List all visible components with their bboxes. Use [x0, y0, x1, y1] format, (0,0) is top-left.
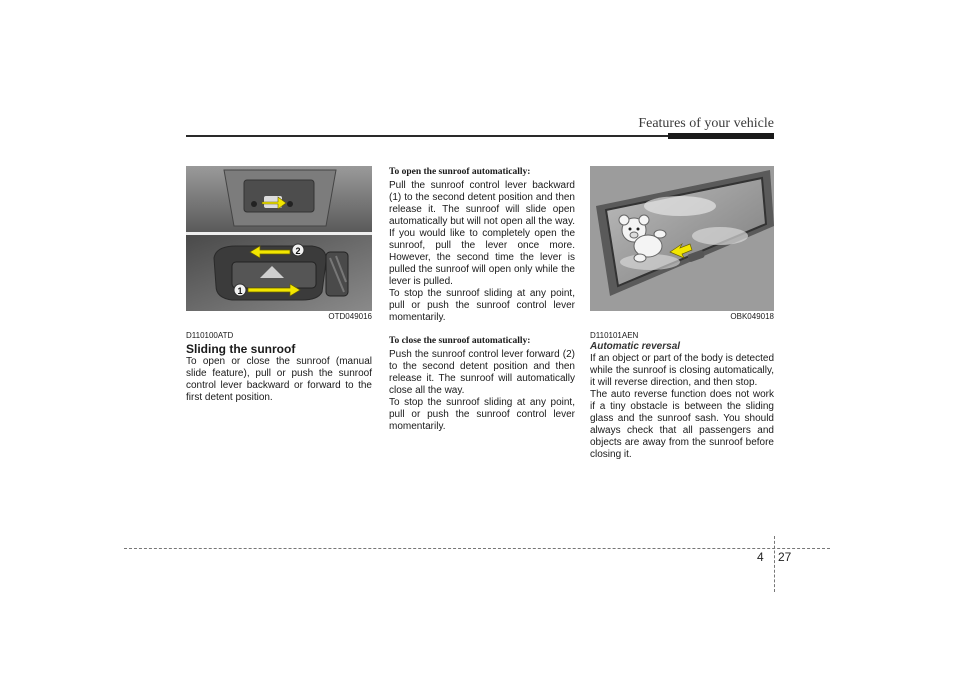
callout-1: 1: [237, 286, 243, 296]
body-text: To open or close the sunroof (manual slide feature), pull or push the sunroof control lever backward or forward to the first detent position.: [186, 356, 372, 403]
header-accent-bar: [668, 133, 774, 139]
chapter-number: 4: [757, 550, 764, 564]
close-heading: To close the sunroof automatically:: [389, 336, 531, 346]
close-paragraph-1: Push the sunroof control lever forward (2) to the second detent position and then release it. The sunroof will automatically close all the way.: [389, 349, 575, 396]
doc-code: D110100ATD: [186, 331, 234, 340]
section-title: Sliding the sunroof: [186, 342, 296, 356]
body-paragraph-1: If an object or part of the body is detected while the sunroof is closing automatically, it will reverse direction, and then stop.: [590, 353, 775, 388]
column-auto-operation: [389, 166, 575, 433]
figure-code: OBK049018: [730, 312, 774, 321]
doc-code: D110101AEN: [590, 331, 639, 340]
figure-sunroof-lever: [186, 166, 372, 311]
column-automatic-reversal: [590, 166, 774, 461]
footer-vertical-rule: [774, 536, 775, 592]
page-number: 27: [778, 550, 792, 564]
sunroof-lever-illustration: [186, 166, 372, 311]
callout-2: 2: [295, 246, 301, 256]
sunroof-reversal-illustration: [590, 166, 774, 311]
figure-sunroof-reversal: [590, 166, 774, 311]
close-paragraph-2: To stop the sunroof sliding at any point, pull or push the sunroof control lever momentarily.: [389, 397, 575, 432]
figure-code: OTD049016: [328, 312, 372, 321]
open-paragraph-1: Pull the sunroof control lever backward (1) to the second detent position and then release it. The sunroof will slide open automatically but will not open all the way. If you would like to completely open the sunroof, pull the lever once more. However, the second time the lever is pulled the sunroof will open only while the lever is pulled.: [389, 180, 575, 287]
column-sliding-sunroof: [186, 166, 372, 404]
open-paragraph-2: To stop the sunroof sliding at any point, pull or push the sunroof control lever momentarily.: [389, 288, 575, 323]
header-section-title: Features of your vehicle: [638, 116, 774, 131]
open-heading: To open the sunroof automatically:: [389, 167, 531, 177]
subsection-title: Automatic reversal: [590, 341, 681, 352]
body-paragraph-2: The auto reverse function does not work if a tiny obstacle is between the sliding glass and the sunroof sash. You should always check that all passengers and objects are away from the sunroof before closing it.: [590, 389, 774, 460]
footer-dashed-rule: [124, 548, 830, 549]
